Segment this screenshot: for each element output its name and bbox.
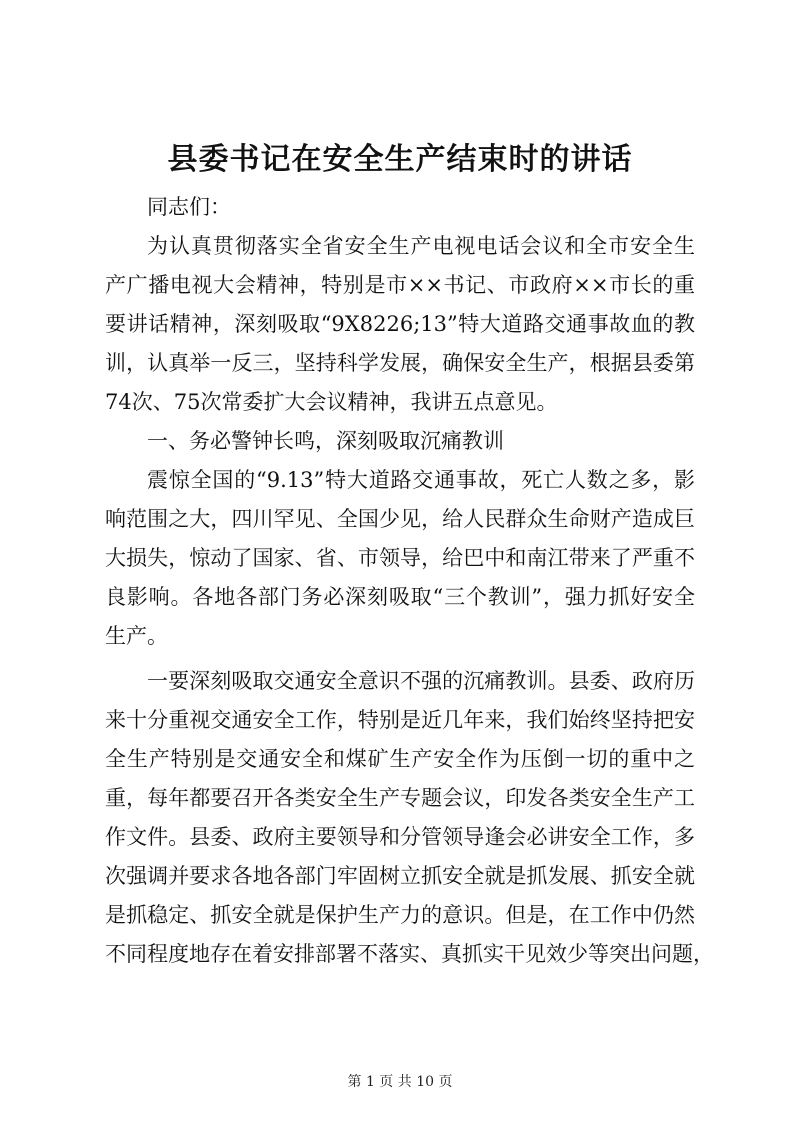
- paragraph-line: 大损失，惊动了国家、省、市领导，给巴中和南江带来了严重不: [105, 546, 695, 570]
- paragraph-line: 响范围之大，四川罕见、全国少见，给人民群众生命财产造成巨: [105, 507, 695, 531]
- paragraph-line: 作文件。县委、政府主要领导和分管领导逢会必讲安全工作，多: [105, 825, 695, 849]
- paragraph-line: 生产。: [105, 624, 168, 648]
- paragraph-line: 74次、75次常委扩大会议精神，我讲五点意见。: [105, 390, 558, 414]
- paragraph-line: 良影响。各地各部门务必深刻吸取“三个教训”，强力抓好安全: [105, 585, 695, 609]
- paragraph-line: 次强调并要求各地各部门牢固树立抓安全就是抓发展、抓安全就: [105, 864, 695, 888]
- paragraph-line: 重，每年都要召开各类安全生产专题会议，印发各类安全生产工: [105, 786, 695, 810]
- section-heading: 一、务必警钟长鸣，深刻吸取沉痛教训: [147, 429, 504, 453]
- paragraph-line: 全生产特别是交通安全和煤矿生产安全作为压倒一切的重中之: [105, 747, 695, 771]
- document-title: 县委书记在安全生产结束时的讲话: [167, 142, 633, 177]
- paragraph-line: 一要深刻吸取交通安全意识不强的沉痛教训。县委、政府历: [147, 669, 695, 693]
- page-number-footer: 第 1 页 共 10 页: [347, 1074, 453, 1090]
- paragraph-line: 为认真贯彻落实全省安全生产电视电话会议和全市安全生: [147, 234, 695, 258]
- paragraph-line: 是抓稳定、抓安全就是保护生产力的意识。但是，在工作中仍然: [105, 903, 695, 927]
- paragraph-line: 产广播电视大会精神，特别是市××书记、市政府××市长的重: [105, 273, 695, 297]
- paragraph-line: 来十分重视交通安全工作，特别是近几年来，我们始终坚持把安: [105, 708, 695, 732]
- paragraph-line: 训，认真举一反三，坚持科学发展，确保安全生产，根据县委第: [105, 351, 695, 375]
- paragraph-line: 震惊全国的“9.13”特大道路交通事故，死亡人数之多，影: [147, 468, 695, 492]
- salutation: 同志们：: [147, 195, 231, 219]
- paragraph-line: 不同程度地存在着安排部署不落实、真抓实干见效少等突出问题，: [105, 942, 714, 966]
- paragraph-line: 要讲话精神，深刻吸取“9X8226;13”特大道路交通事故血的教: [105, 312, 695, 336]
